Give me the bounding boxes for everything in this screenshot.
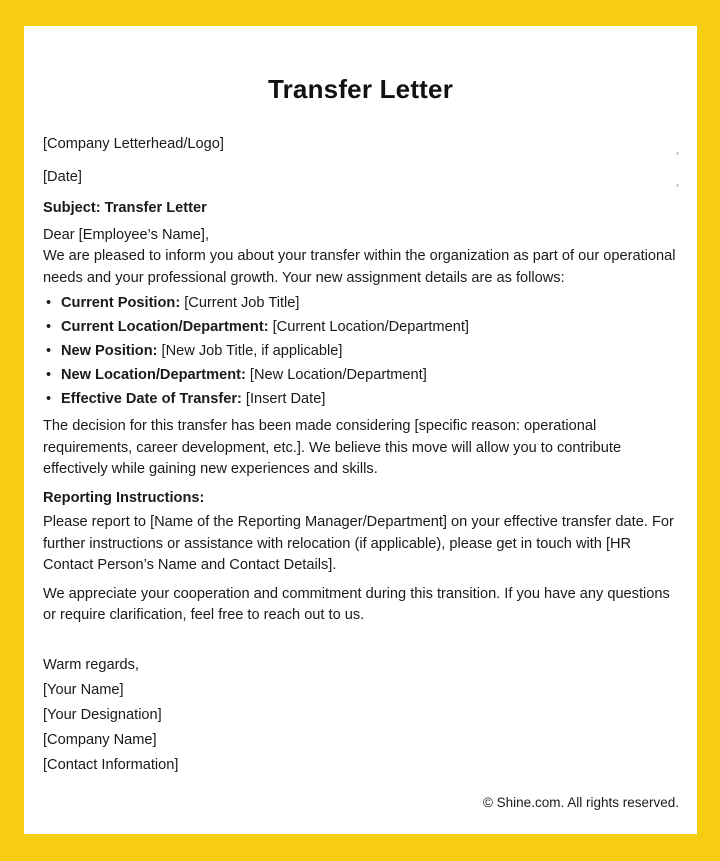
- decision-paragraph: The decision for this transfer has been made considering [specific reason: operational requirements, career development, etc.]. We believe this move will allow you to contribute effectively while gaining new experiences and skills.: [43, 418, 622, 477]
- bullet-icon: •: [46, 319, 52, 335]
- reporting-heading: Reporting Instructions:: [43, 489, 205, 506]
- list-item: [43, 317, 679, 338]
- detail-label: New Position:: [61, 343, 158, 359]
- list-item: [43, 365, 679, 386]
- page-title: Transfer Letter: [267, 74, 454, 104]
- bullet-icon: •: [46, 343, 52, 359]
- letter-page: [24, 26, 697, 834]
- detail-value: [Current Job Title]: [180, 295, 300, 311]
- detail-label: Effective Date of Transfer:: [61, 391, 242, 407]
- detail-label: Current Position:: [61, 295, 181, 311]
- letter-body: [43, 134, 679, 778]
- signature-contact: [Contact Information]: [43, 756, 179, 773]
- detail-value: [New Job Title, if applicable]: [157, 343, 343, 359]
- list-item: [43, 293, 679, 314]
- detail-value: [Current Location/Department]: [268, 319, 469, 335]
- reporting-paragraph: Please report to [Name of the Reporting Manager/Department] on your effective transfer date. For further instructions or assistance with relocation (if applicable), please get in touch with [HR Contact Person’s Name and Contact Details].: [43, 514, 674, 573]
- detail-label: Current Location/Department:: [61, 319, 269, 335]
- detail-value: [New Location/Department]: [245, 367, 427, 383]
- copyright-footer: © Shine.com. All rights reserved.: [482, 795, 679, 810]
- intro-paragraph: We are pleased to inform you about your transfer within the organization as part of our operational needs and your professional growth. Your new assignment details are as follows:: [43, 248, 676, 286]
- list-item: [43, 341, 679, 362]
- appreciation-paragraph: We appreciate your cooperation and commitment during this transition. If you have any questions or require clarification, feel free to reach out to us.: [43, 585, 670, 623]
- bullet-icon: •: [46, 391, 52, 407]
- signature-block: [43, 653, 679, 778]
- detail-label: New Location/Department:: [61, 367, 246, 383]
- closing-line: Warm regards,: [43, 656, 139, 673]
- list-item: [43, 389, 679, 410]
- signature-designation: [Your Designation]: [43, 706, 162, 723]
- subject-line: Subject: Transfer Letter: [43, 200, 207, 216]
- signature-company: [Company Name]: [43, 731, 157, 748]
- salutation: Dear [Employee’s Name],: [43, 226, 210, 243]
- date-placeholder: [Date]: [43, 168, 82, 185]
- bullet-icon: •: [46, 295, 52, 311]
- letterhead-placeholder: [Company Letterhead/Logo]: [43, 136, 224, 152]
- transfer-details-list: [43, 293, 679, 410]
- signature-name: [Your Name]: [43, 681, 124, 698]
- detail-value: [Insert Date]: [241, 391, 326, 407]
- bullet-icon: •: [46, 367, 52, 383]
